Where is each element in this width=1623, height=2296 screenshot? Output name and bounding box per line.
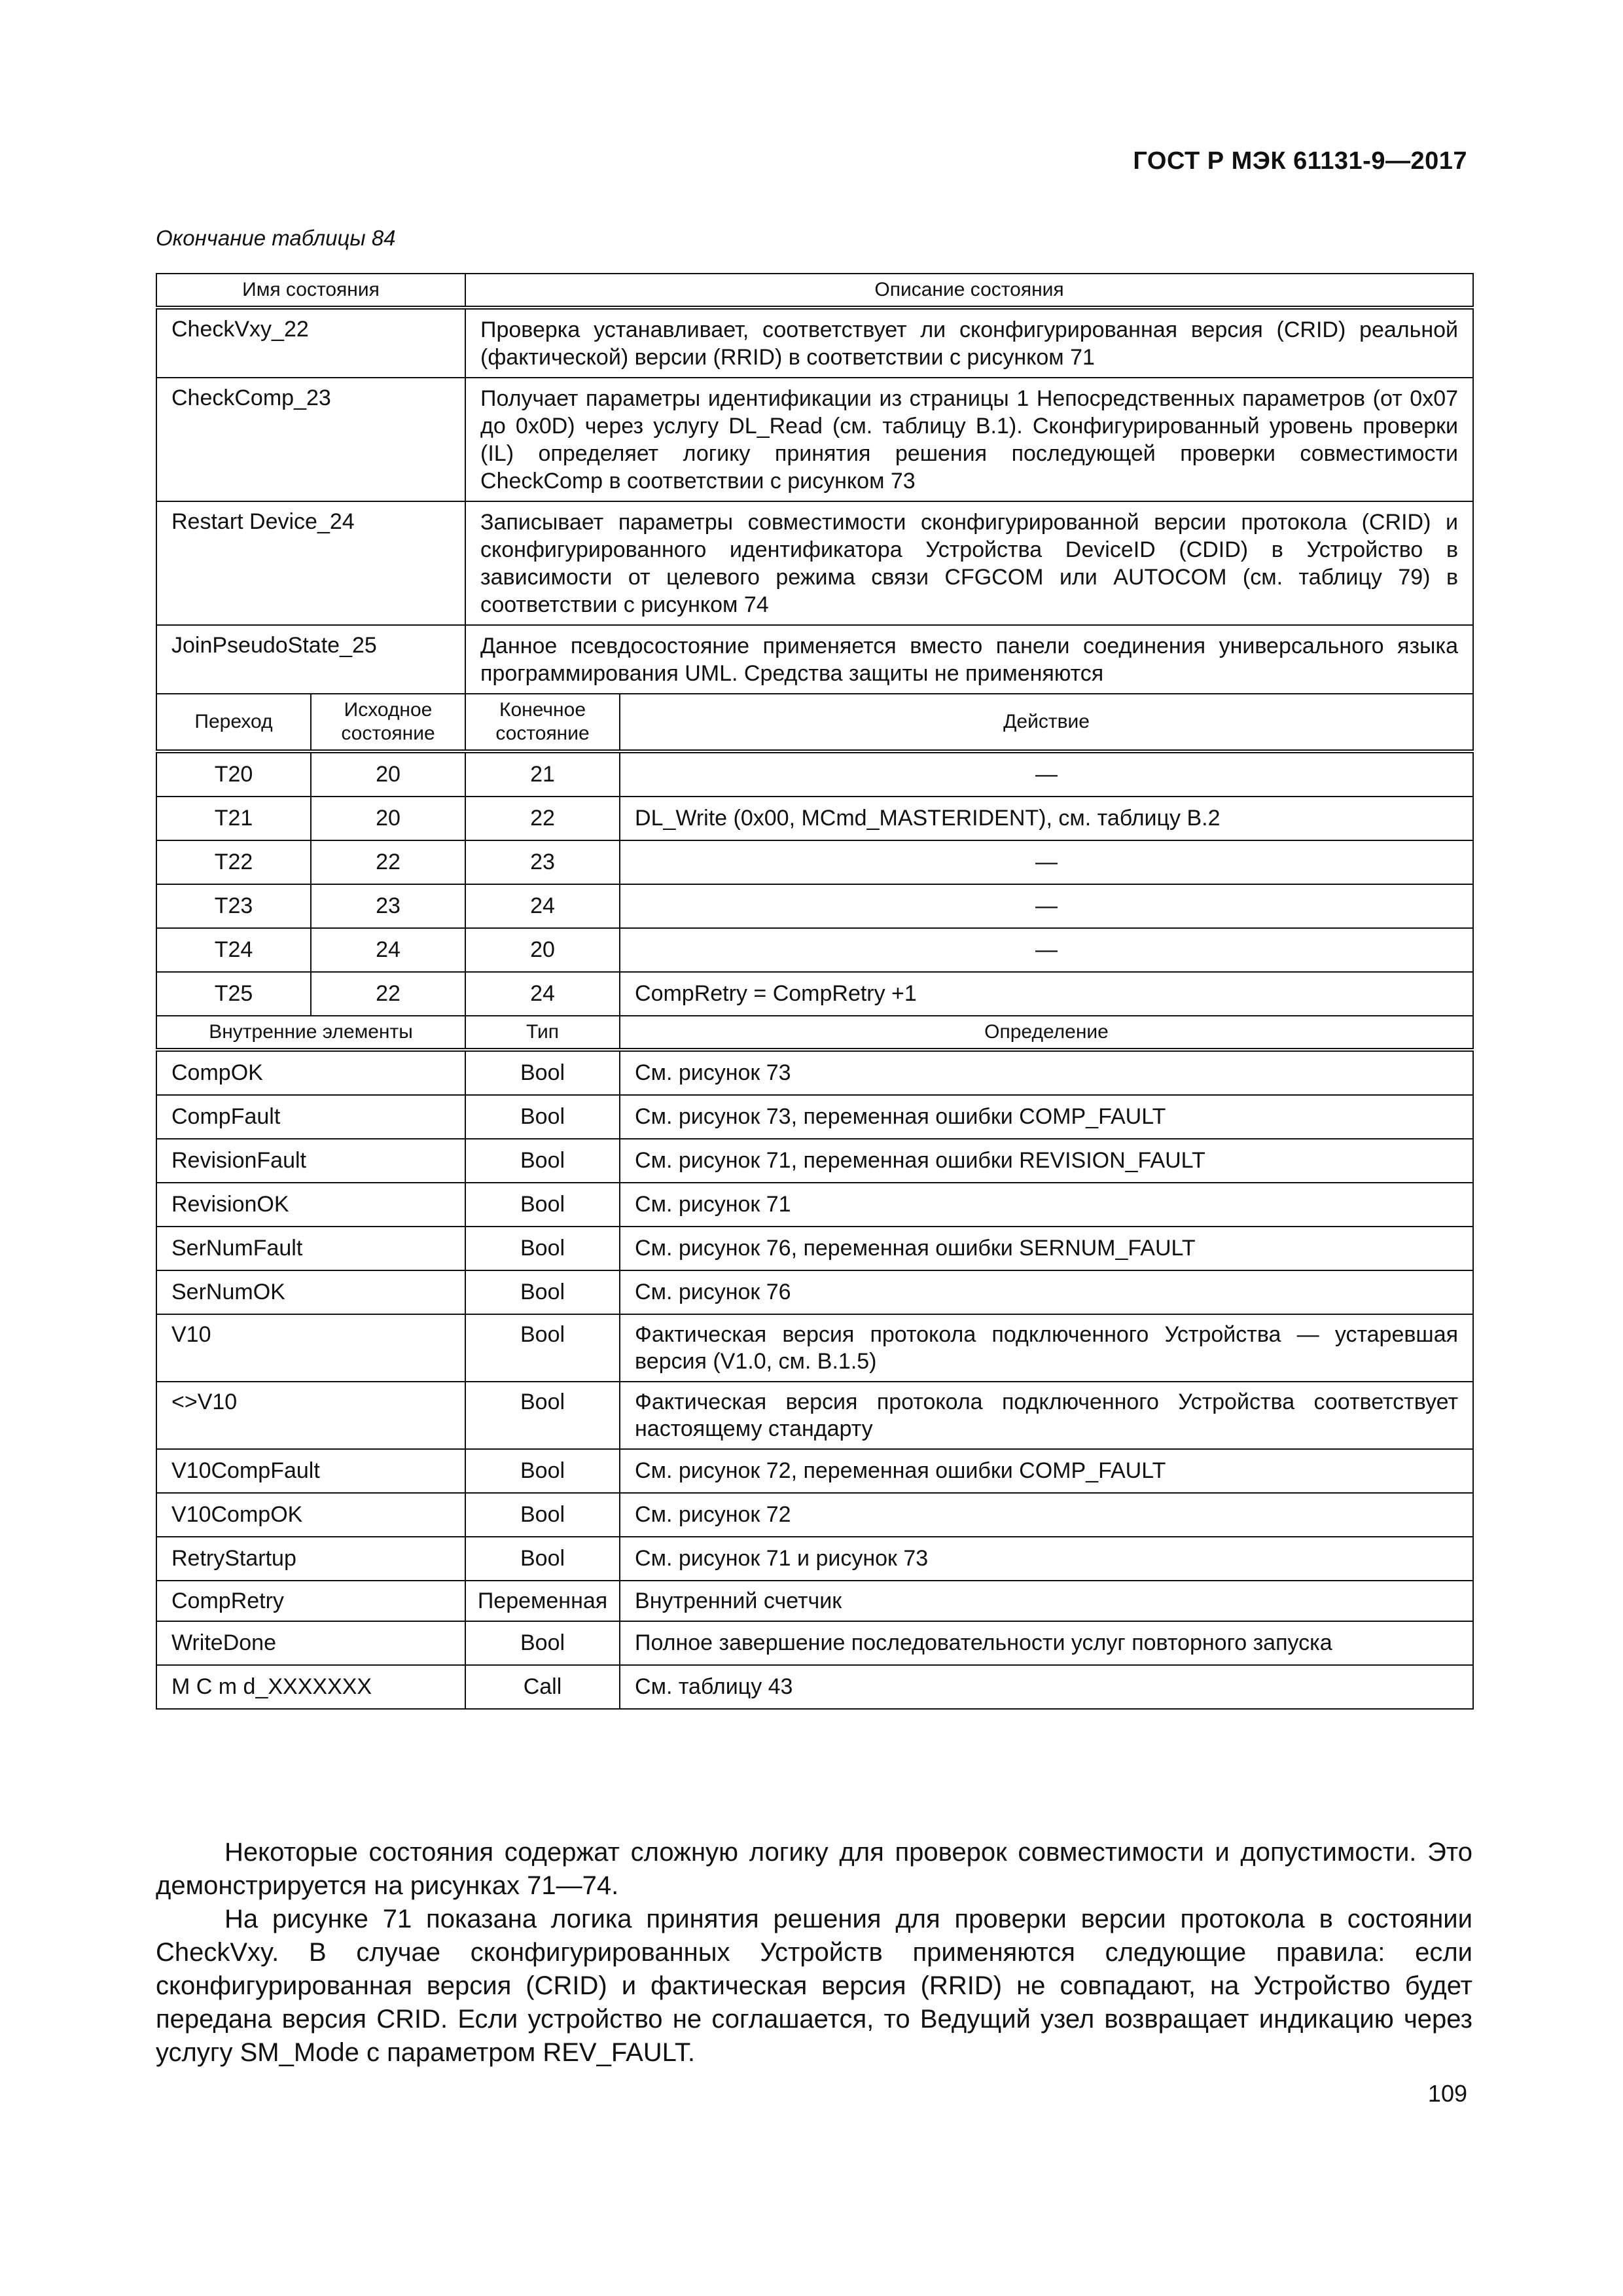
internals-header-name: Внутренние элементы: [156, 1016, 465, 1050]
internal-item-row: [156, 1581, 1473, 1621]
internal-item-name: RevisionOK: [156, 1183, 465, 1227]
transition-row: [156, 751, 1473, 797]
internal-item-definition: См. рисунок 76: [620, 1270, 1473, 1314]
body-paragraph: На рисунке 71 показана логика принятия решения для проверки версии протокола в состоянии CheckVxy. В случае сконфигурированных Устройств применяются следующие правила: если сконфигурированная версия (CRID) и фактическая версия (RRID) не совпадают, на Устройство будет передана версия CRID. Если устройство не соглашается, то Ведущий узел возвращает индикацию через услугу SM_Mode с параметром REV_FAULT.: [156, 1905, 1472, 2067]
internal-item-type: Bool: [465, 1493, 620, 1537]
transition-id: T23: [156, 884, 311, 928]
transition-target: 21: [465, 751, 620, 797]
state-row: [156, 501, 1473, 625]
internal-item-row: [156, 1095, 1473, 1139]
internal-item-row: [156, 1493, 1473, 1537]
internal-item-type: Bool: [465, 1621, 620, 1665]
state-name: JoinPseudoState_25: [156, 625, 465, 694]
internal-item-name: <>V10: [156, 1382, 465, 1449]
internal-item-row: [156, 1621, 1473, 1665]
state-row: [156, 308, 1473, 378]
state-description: Данное псевдосостояние применяется вместо панели соединения универсального языка программирования UML. Средства защиты не применяются: [465, 625, 1473, 694]
internals-header-row: [156, 1016, 1473, 1050]
transition-id: T20: [156, 751, 311, 797]
transition-row: [156, 884, 1473, 928]
internal-item-name: RetryStartup: [156, 1537, 465, 1581]
internals-header-type: Тип: [465, 1016, 620, 1050]
transition-target: 22: [465, 797, 620, 840]
transition-id: T22: [156, 840, 311, 884]
internal-item-type: Bool: [465, 1449, 620, 1493]
internal-item-name: WriteDone: [156, 1621, 465, 1665]
transition-source: 22: [311, 972, 465, 1016]
internal-item-type: Bool: [465, 1314, 620, 1382]
transition-id: T24: [156, 928, 311, 972]
table-caption: Окончание таблицы 84: [156, 226, 396, 250]
transitions-header-row: [156, 694, 1473, 751]
body-text: [156, 1836, 1472, 2070]
internal-item-type: Call: [465, 1665, 620, 1709]
state-row: [156, 378, 1473, 501]
transition-target: 23: [465, 840, 620, 884]
internal-item-row: [156, 1227, 1473, 1270]
state-name: Restart Device_24: [156, 501, 465, 625]
internal-item-row: [156, 1270, 1473, 1314]
internal-item-type: Bool: [465, 1537, 620, 1581]
internal-item-name: CompRetry: [156, 1581, 465, 1621]
transition-source: 22: [311, 840, 465, 884]
state-name: CheckComp_23: [156, 378, 465, 501]
internal-item-definition: См. рисунок 76, переменная ошибки SERNUM_FAULT: [620, 1227, 1473, 1270]
internal-item-type: Bool: [465, 1382, 620, 1449]
internal-item-name: SerNumOK: [156, 1270, 465, 1314]
states-header-row: [156, 274, 1473, 308]
transitions-header-source: Исходное состояние: [311, 694, 465, 751]
internal-item-name: CompFault: [156, 1095, 465, 1139]
transition-source: 23: [311, 884, 465, 928]
internal-item-type: Bool: [465, 1095, 620, 1139]
transition-action: DL_Write (0x00, MCmd_MASTERIDENT), см. таблицу B.2: [620, 797, 1473, 840]
states-header-desc: Описание состояния: [465, 274, 1473, 308]
internal-item-row: [156, 1382, 1473, 1449]
internal-item-type: Bool: [465, 1050, 620, 1095]
table-84: [156, 273, 1474, 1710]
internal-item-row: [156, 1665, 1473, 1709]
internal-item-name: V10: [156, 1314, 465, 1382]
transition-source: 20: [311, 797, 465, 840]
state-description: Получает параметры идентификации из страницы 1 Непосредственных параметров (от 0x07 до 0x0D) через услугу DL_Read (см. таблицу B.1). Сконфигурированный уровень проверки (IL) определяет логику принятия решения последующей проверки совместимости CheckComp в соответствии с рисунком 73: [465, 378, 1473, 501]
internal-item-name: M C m d_XXXXXXX: [156, 1665, 465, 1709]
internal-item-definition: Полное завершение последовательности услуг повторного запуска: [620, 1621, 1473, 1665]
transitions-header-transition: Переход: [156, 694, 311, 751]
internal-item-definition: См. рисунок 72, переменная ошибки COMP_FAULT: [620, 1449, 1473, 1493]
transition-source: 24: [311, 928, 465, 972]
internal-item-definition: См. рисунок 71 и рисунок 73: [620, 1537, 1473, 1581]
transition-id: T25: [156, 972, 311, 1016]
transition-action: —: [620, 928, 1473, 972]
states-header-name: Имя состояния: [156, 274, 465, 308]
state-row: [156, 625, 1473, 694]
internal-item-definition: См. таблицу 43: [620, 1665, 1473, 1709]
transition-action: —: [620, 751, 1473, 797]
transition-row: [156, 840, 1473, 884]
internal-item-name: SerNumFault: [156, 1227, 465, 1270]
transition-target: 20: [465, 928, 620, 972]
internal-item-name: RevisionFault: [156, 1139, 465, 1183]
internal-item-definition: См. рисунок 73, переменная ошибки COMP_FAULT: [620, 1095, 1473, 1139]
state-description: Проверка устанавливает, соответствует ли сконфигурированная версия (CRID) реальной (фактической) версии (RRID) в соответствии с рисунком 71: [465, 308, 1473, 378]
transition-action: CompRetry = CompRetry +1: [620, 972, 1473, 1016]
internal-item-definition: Фактическая версия протокола подключенного Устройства — устаревшая версия (V1.0, см. B.1.5): [620, 1314, 1473, 1382]
internal-item-name: V10CompFault: [156, 1449, 465, 1493]
internal-item-name: CompOK: [156, 1050, 465, 1095]
transitions-header-target: Конечное состояние: [465, 694, 620, 751]
internal-item-definition: См. рисунок 73: [620, 1050, 1473, 1095]
transition-id: T21: [156, 797, 311, 840]
internal-item-row: [156, 1537, 1473, 1581]
transition-target: 24: [465, 972, 620, 1016]
internal-item-row: [156, 1139, 1473, 1183]
internal-item-name: V10CompOK: [156, 1493, 465, 1537]
internal-item-definition: См. рисунок 71, переменная ошибки REVISION_FAULT: [620, 1139, 1473, 1183]
internal-item-definition: Внутренний счетчик: [620, 1581, 1473, 1621]
internal-item-row: [156, 1050, 1473, 1095]
internal-item-row: [156, 1314, 1473, 1382]
internal-item-definition: Фактическая версия протокола подключенного Устройства соответствует настоящему стандарту: [620, 1382, 1473, 1449]
document-standard-header: ГОСТ Р МЭК 61131-9—2017: [1133, 147, 1467, 175]
body-paragraph: Некоторые состояния содержат сложную логику для проверок совместимости и допустимости. Это демонстрируется на рисунках 71—74.: [156, 1838, 1472, 1900]
page-number: 109: [1427, 2080, 1467, 2107]
transition-target: 24: [465, 884, 620, 928]
transition-action: —: [620, 840, 1473, 884]
internal-item-type: Bool: [465, 1183, 620, 1227]
internal-item-type: Bool: [465, 1227, 620, 1270]
state-name: CheckVxy_22: [156, 308, 465, 378]
internal-item-type: Переменная: [465, 1581, 620, 1621]
internal-item-row: [156, 1183, 1473, 1227]
transition-row: [156, 928, 1473, 972]
internal-item-type: Bool: [465, 1270, 620, 1314]
transition-row: [156, 972, 1473, 1016]
internal-item-row: [156, 1449, 1473, 1493]
state-description: Записывает параметры совместимости сконфигурированной версии протокола (CRID) и сконфигурированного идентификатора Устройства DeviceID (CDID) в Устройство в зависимости от целевого режима связи CFGCOM или AUTOCOM (см. таблицу 79) в соответствии с рисунком 74: [465, 501, 1473, 625]
transition-row: [156, 797, 1473, 840]
transition-source: 20: [311, 751, 465, 797]
internal-item-definition: См. рисунок 72: [620, 1493, 1473, 1537]
internals-header-definition: Определение: [620, 1016, 1473, 1050]
internal-item-definition: См. рисунок 71: [620, 1183, 1473, 1227]
internal-item-type: Bool: [465, 1139, 620, 1183]
transitions-header-action: Действие: [620, 694, 1473, 751]
transition-action: —: [620, 884, 1473, 928]
